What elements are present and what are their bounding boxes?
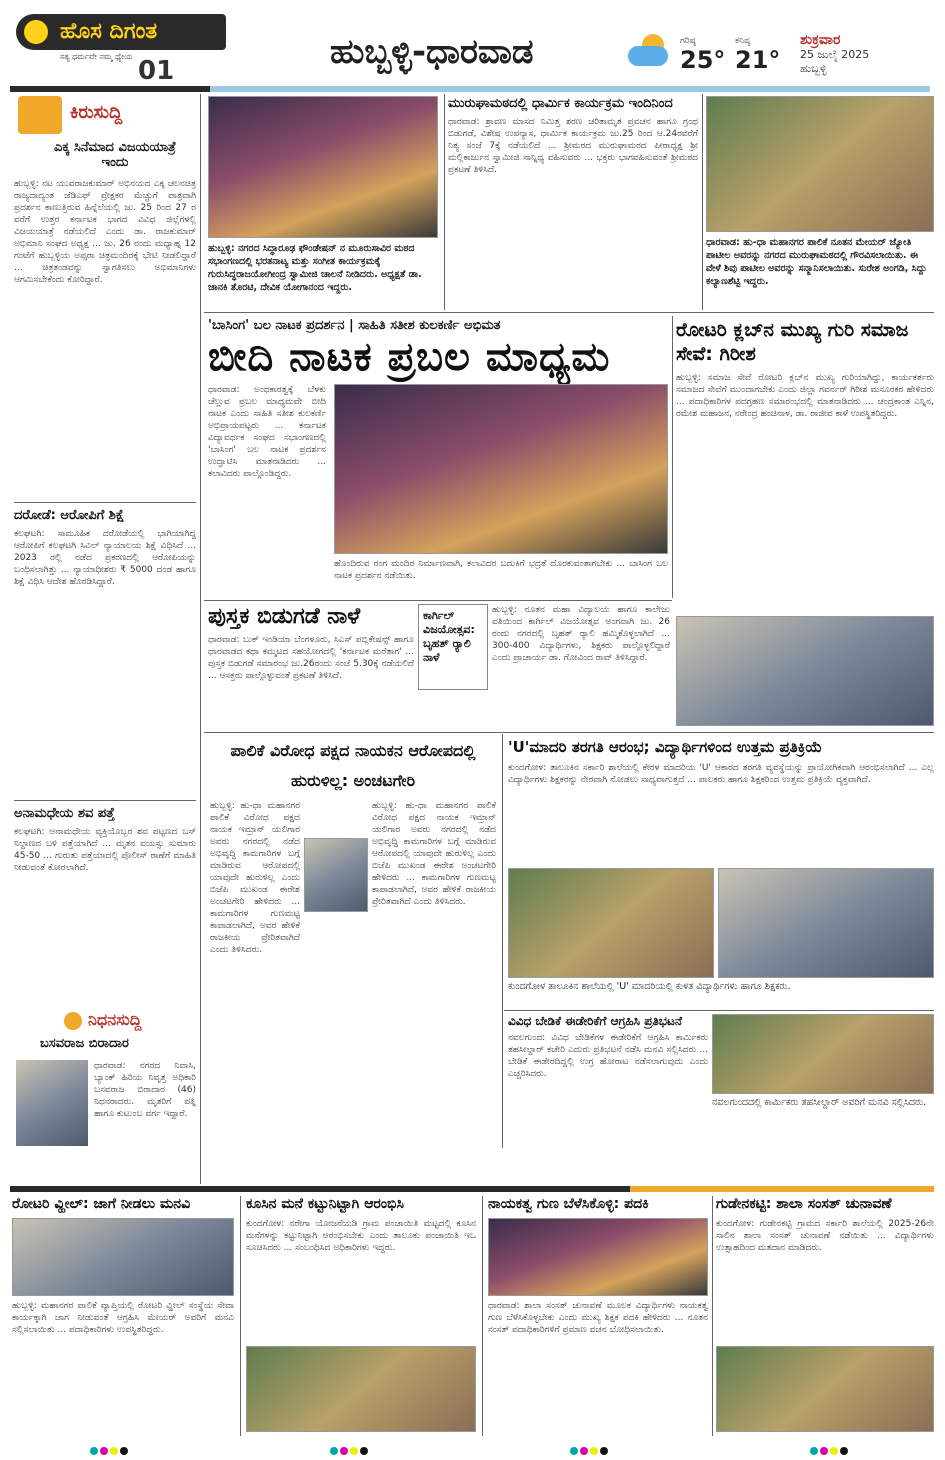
bottom-col1-title: ರೋಟರಿ ವ್ಹೀಲ್: ಜಾಗೆ ನೀಡಲು ಮನವಿ	[12, 1196, 191, 1212]
bottom-col4-body: ಕುಂದಗೋಳ: ಗುಡೇನಕಟ್ಟಿ ಗ್ರಾಮದ ಸರ್ಕಾರಿ ಶಾಲೆಯಲ್ಲಿ 2025-26ನೇ ಸಾಲಿನ ಶಾಲಾ ಸಂಸತ್ ಚುನಾವಣೆ ನಡೆಯಿತು ... ವಿದ್ಯಾರ್ಥಿಗಳು ಉತ್ಸಾಹದಿಂದ ಮತದಾನ ಮಾಡಿದರು.	[716, 1219, 934, 1253]
anchatageri-photo	[304, 838, 368, 912]
murughamath-title: ಮುರುಘಾಮಠದಲ್ಲಿ ಧಾರ್ಮಿಕ ಕಾರ್ಯಕ್ರಮ ಇಂದಿನಿಂದ	[448, 96, 673, 111]
obituary-name: ಬಸವರಾಜ ಬಿರಾದಾರ	[40, 1036, 129, 1051]
edition: ಹುಬ್ಬಳ್ಳಿ	[800, 62, 827, 75]
hand-icon	[18, 96, 62, 134]
drama-ribbon: 'ಬಾಸಿಂಗ' ಬಲ ನಾಟಕ ಪ್ರದರ್ಶನ | ಸಾಹಿತಿ ಸತೀಶ ಕುಲಕರ್ಣಿ ಅಭಿಮತ	[208, 318, 501, 333]
print-registration-marks	[330, 1440, 370, 1459]
print-registration-marks	[90, 1440, 130, 1459]
book-title: ಪುಸ್ತಕ ಬಿಡುಗಡೆ ನಾಳೆ	[208, 604, 361, 629]
date-box	[800, 32, 935, 76]
lamp-icon	[64, 1012, 82, 1030]
bottom-col3-body: ಧಾರವಾಡ: ಶಾಲಾ ಸಂಸತ್ ಚುನಾವಣೆ ಮೂಲಕ ವಿದ್ಯಾರ್ಥಿಗಳು ನಾಯಕತ್ವ ಗುಣ ಬೆಳೆಸಿಕೊಳ್ಳಬೇಕು ಎಂದು ಮುಖ್ಯ ಶಿಕ್ಷಕ ಪದಕಿ ಹೇಳಿದರು ... ನೂತನ ಸಂಸತ್ ಪದಾಧಿಕಾರಿಗಳಿಗೆ ಪ್ರಮಾಣ ವಚನ ಬೋಧಿಸಲಾಯಿತು.	[488, 1301, 708, 1335]
demands-body: ನವಲಗುಂದ: ವಿವಿಧ ಬೇಡಿಕೆಗಳ ಈಡೇರಿಕೆಗೆ ಆಗ್ರಹಿಸಿ ಕಾರ್ಮಿಕರು ತಹಸೀಲ್ದಾರ್ ಕಚೇರಿ ಎದುರು ಪ್ರತಿಭಟನೆ ನಡೆಸಿ ಮನವಿ ಸಲ್ಲಿಸಿದರು ... ಬೇಡಿಕೆ ಈಡೇರದಿದ್ದಲ್ಲಿ ಉಗ್ರ ಹೋರಾಟ ನಡೆಸಲಾಗುವುದು ಎಂದು ಎಚ್ಚರಿಸಿದರು.	[508, 1033, 708, 1079]
page-number: 01	[138, 56, 175, 86]
story-ekka-body: ಹುಬ್ಬಳ್ಳಿ: ನಟ ಯುವರಾಜಕುಮಾರ್ ಅಭಿನಯದ ಎಕ್ಕ ಚಲನಚಿತ್ರ ರಾಜ್ಯದಾದ್ಯಂತ ಜೆಡಿಎಫ್ ಪ್ರೇಕ್ಷಕರ ಮೆಚ್ಚುಗೆ ಪಾತ್ರವಾಗಿ ಪ್ರದರ್ಶನ ಕಾಣುತ್ತಿರುವ ಹಿನ್ನೆಲೆಯಲ್ಲಿ ಜು. 25 ರಿಂದ 27 ರ ವರೆಗೆ ಉತ್ತರ ಕರ್ನಾಟಕ ಭಾಗದ ವಿವಿಧ ಜಿಲ್ಲೆಗಳಲ್ಲಿ ವಿಜಯಯಾತ್ರೆ ನಡೆಯಲಿದೆ ಎಂದು ಡಾ. ರಾಜಕುಮಾರ್ ಅಭಿಮಾನಿ ಸಂಘದ ಅಧ್ಯಕ್ಷ ... ಜು. 26 ರಂದು ಮಧ್ಯಾಹ್ನ 12 ಗಂಟೆಗೆ ಹುಬ್ಬಳ್ಳಿಯ ಅಪ್ಸರಾ ಚಿತ್ರಮಂದಿರಕ್ಕೆ ಭೇಟಿ ನೀಡಲಿದ್ದಾರೆ ... ಚಿತ್ರತಂಡವನ್ನು ಸ್ವಾಗತಿಸಲು ಅಭಿಮಾನಿಗಳು ಆಗಮಿಸಬೇಕೆಂದು ಕೋರಿದ್ದಾರೆ.	[14, 179, 196, 285]
kargil-body: ಹುಬ್ಬಳ್ಳಿ: ನೂತನ ಮಹಾ ವಿದ್ಯಾಲಯ ಹಾಗೂ ಕಾಲೇಜು ವತಿಯಿಂದ ಕಾರ್ಗಿಲ್ ವಿಜಯೋತ್ಸವ ಅಂಗವಾಗಿ ಜು. 26 ರಂದು ನಗರದಲ್ಲಿ ಬೃಹತ್ ರ‍್ಯಾಲಿ ಹಮ್ಮಿಕೊಳ್ಳಲಾಗಿದೆ ... 300-400 ವಿದ್ಯಾರ್ಥಿಗಳು, ಶಿಕ್ಷಕರು ಪಾಲ್ಗೊಳ್ಳಲಿದ್ದಾರೆ ಎಂದು ಪ್ರಾಚಾರ್ಯ ಡಾ. ಗೋವಿಂದ ರಾವ್ ತಿಳಿಸಿದ್ದಾರೆ.	[492, 605, 670, 663]
rotary-photo	[676, 616, 934, 726]
drama-body-1: ಧಾರವಾಡ: ಅಂಧಕಾರತ್ವಕ್ಕೆ ಬೆಳಕು ಚೆಲ್ಲುವ ಪ್ರಬಲ ಮಾಧ್ಯಮವೇ ಬೀದಿ ನಾಟಕ ಎಂದು ಸಾಹಿತಿ ಸತೀಶ ಕುಲಕರ್ಣಿ ಅಭಿಪ್ರಾಯಪಟ್ಟರು ... ಕರ್ನಾಟಕ ವಿದ್ಯಾವರ್ಧಕ ಸಂಘದ ಸಭಾಂಗಣದಲ್ಲಿ 'ಬಾಸಿಂಗ' ಬಲ ನಾಟಕ ಪ್ರದರ್ಶನ ಉದ್ಘಾಟಿಸಿ ಮಾತನಾಡಿದರು ... ಕಲಾವಿದರು ಪಾಲ್ಗೊಂಡಿದ್ದರು.	[208, 385, 326, 479]
event-photo-1	[208, 96, 438, 238]
story-body-found-title: ಅನಾಮಧೇಯ ಶವ ಪತ್ತೆ	[14, 806, 115, 821]
edition-city: ಹುಬ್ಬಳ್ಳಿ-ಧಾರವಾಡ	[330, 32, 534, 72]
obituary-body: ಧಾರವಾಡ: ನಗರದ ನಿವಾಸಿ, ಬ್ಯಾಂಕ್ ಹಿರಿಯ ನಿವೃತ್ತ ಅಧಿಕಾರಿ ಬಸವರಾಜ ಬಿರಾದಾರ (46) ನಿಧನರಾದರು. ಮೃತರಿಗೆ ಪತ್ನಿ ಹಾಗೂ ಕುಟುಂಬ ವರ್ಗ ಇದ್ದಾರೆ.	[94, 1061, 196, 1119]
anchatageri-body-2: ಹುಬ್ಬಳ್ಳಿ: ಹು-ಧಾ ಮಹಾನಗರ ಪಾಲಿಕೆ ವಿರೋಧ ಪಕ್ಷದ ನಾಯಕ ಇಮ್ರಾನ್ ಯಲಿಗಾರ ಅವರು ನಗರದಲ್ಲಿ ನಡೆದ ಅಭಿವೃದ್ಧಿ ಕಾಮಗಾರಿಗಳ ಬಗ್ಗೆ ಮಾಡಿರುವ ಆರೋಪದಲ್ಲಿ ಯಾವುದೇ ಹುರುಳಿಲ್ಲ ಎಂದು ಬಿಜೆಪಿ ಮುಖಂಡ ಈರೇಶ ಅಂಚಟಗೇರಿ ಹೇಳಿದರು ... ಕಾಮಗಾರಿಗಳ ಗುಣಮಟ್ಟ ಕಾಪಾಡಲಾಗಿದೆ, ಅವರ ಹೇಳಿಕೆ ರಾಜಕೀಯ ಪ್ರೇರಿತವಾಗಿದೆ ಎಂದು ತಿಳಿಸಿದರು.	[372, 801, 496, 907]
masthead-logo	[10, 8, 230, 86]
min-temp: ಕನಿಷ್ಠ 21°	[735, 36, 781, 74]
bottom-col3-title: ನಾಯಕತ್ವ ಗುಣ ಬೆಳೆಸಿಕೊಳ್ಳಿ: ಪದಕಿ	[488, 1196, 649, 1212]
drama-title: ಬೀದಿ ನಾಟಕ ಪ್ರಬಲ ಮಾಧ್ಯಮ	[208, 334, 611, 380]
date: 25 ಜುಲೈ 2025	[800, 48, 870, 61]
u-class-body: ಕುಂದಗೋಳ: ತಾಲೂಕಿನ ಸರ್ಕಾರಿ ಶಾಲೆಯಲ್ಲಿ ಕೇರಳ ಮಾದರಿಯ 'U' ಆಕಾರದ ತರಗತಿ ವ್ಯವಸ್ಥೆಯನ್ನು ಪ್ರಾಯೋಗಿಕವಾಗಿ ಆರಂಭಿಸಲಾಗಿದೆ ... ಎಲ್ಲ ವಿದ್ಯಾರ್ಥಿಗಳು ಶಿಕ್ಷಕರನ್ನು ನೇರವಾಗಿ ನೋಡಲು ಸಾಧ್ಯವಾಗುತ್ತದೆ ... ಪಾಲಕರು ಹಾಗೂ ಶಿಕ್ಷಕರಿಂದ ಉತ್ತಮ ಪ್ರತಿಕ್ರಿಯೆ ವ್ಯಕ್ತವಾಗಿದೆ.	[508, 763, 934, 785]
print-registration-marks	[810, 1440, 850, 1459]
drama-photo-caption: ಹೊಂದಿರುವ ರಂಗ ಮಂದಿರ ನಿರ್ಮಾಣವಾಗಿ, ಕಲಾವಿದರ ಬದುಕಿಗೆ ಭದ್ರತೆ ದೊರಕುವಂತಾಗಬೇಕು ... ಬಾಸಿಂಗ ಬಲ ನಾಟಕ ಪ್ರದರ್ಶನ ನಡೆಯಿತು.	[334, 559, 668, 581]
anchatageri-body-1: ಹುಬ್ಬಳ್ಳಿ: ಹು-ಧಾ ಮಹಾನಗರ ಪಾಲಿಕೆ ವಿರೋಧ ಪಕ್ಷದ ನಾಯಕ ಇಮ್ರಾನ್ ಯಲಿಗಾರ ಅವರು ನಗರದಲ್ಲಿ ನಡೆದ ಅಭಿವೃದ್ಧಿ ಕಾಮಗಾರಿಗಳ ಬಗ್ಗೆ ಮಾಡಿರುವ ಆರೋಪದಲ್ಲಿ ಯಾವುದೇ ಹುರುಳಿಲ್ಲ ಎಂದು ಬಿಜೆಪಿ ಮುಖಂಡ ಈರೇಶ ಅಂಚಟಗೇರಿ ಹೇಳಿದರು ... ಕಾಮಗಾರಿಗಳ ಗುಣಮಟ್ಟ ಕಾಪಾಡಲಾಗಿದೆ, ಅವರ ಹೇಳಿಕೆ ರಾಜಕೀಯ ಪ್ರೇರಿತವಾಗಿದೆ ಎಂದು ತಿಳಿಸಿದರು.	[210, 801, 300, 955]
bottom-col1-photo	[12, 1218, 234, 1296]
anchatageri-title: ಪಾಲಿಕೆ ವಿರೋಧ ಪಕ್ಷದ ನಾಯಕನ ಆರೋಪದಲ್ಲಿ ಹುರುಳಿಲ್ಲ: ಅಂಚಟಗೇರಿ	[230, 741, 476, 790]
demands-photo	[712, 1014, 934, 1094]
story-body-found-body: ಕಲಘಟಗಿ: ಅನಾಮಧೇಯ ವ್ಯಕ್ತಿಯೊಬ್ಬರ ಶವ ಪಟ್ಟಣದ ಬಸ್ ನಿಲ್ದಾಣದ ಬಳಿ ಪತ್ತೆಯಾಗಿದೆ ... ಮೃತನ ವಯಸ್ಸು ಸುಮಾರು 45-50 ... ಗುರುತು ಪತ್ತೆಯಾದಲ್ಲಿ ಪೊಲೀಸ್ ಠಾಣೆಗೆ ಮಾಹಿತಿ ನೀಡುವಂತೆ ಕೋರಲಾಗಿದೆ.	[14, 827, 196, 873]
bottom-col4-photo	[716, 1346, 934, 1432]
masthead-rule	[10, 86, 930, 92]
event-photo-1-caption: ಹುಬ್ಬಳ್ಳಿ: ನಗರದ ಸಿದ್ಧಾರೂಢ ಫೌಂಡೇಷನ್‌ ನ ಮೂರುಸಾವಿರ ಮಠದ ಸಭಾಂಗಣದಲ್ಲಿ ಭರತನಾಟ್ಯ ಮತ್ತು ಸಂಗೀತ ಕಾರ್ಯಕ್ರಮಕ್ಕೆ ಗುರುಸಿದ್ಧರಾಜಯೋಗೀಂದ್ರ ಸ್ವಾಮೀಜಿ ಚಾಲನೆ ನೀಡಿದರು. ಅಧ್ಯಕ್ಷತೆ ಡಾ. ಜಾನಕಿ ತೊರಟಿ, ದೇವಿಕ ಯೋಗಾನಂದ ಇದ್ದರು.	[208, 243, 422, 293]
max-temp: ಗರಿಷ್ಠ 25°	[680, 36, 726, 74]
u-class-photo-2	[718, 868, 934, 978]
murughamath-body: ಧಾರವಾಡ: ಶ್ರಾವಣ ಮಾಸದ ನಿಮಿತ್ತ ಶರಣ ಚರಿತಾಮೃತ ಪ್ರವಚನ ಹಾಗೂ ಗ್ರಂಥ ಬಿಡುಗಡೆ, ವಿಶೇಷ ಉಪನ್ಯಾಸ, ಧಾರ್ಮಿಕ ಕಾರ್ಯಕ್ರಮ ಜು.25 ರಿಂದ ಆ.24ರವರೆಗೆ ನಿತ್ಯ ಸಂಜೆ 7ಕ್ಕೆ ನಡೆಯಲಿದೆ ... ಶ್ರೀಮಠದ ಮುರುಘಾಮಠದ ಪೀಠಾಧ್ಯಕ್ಷ ಶ್ರೀ ಮಲ್ಲಿಕಾರ್ಜುನ ಸ್ವಾಮೀಜಿ ಸಾನ್ನಿಧ್ಯ ವಹಿಸುವರು ... ಭಕ್ತರು ಭಾಗವಹಿಸುವಂತೆ ಶ್ರೀಮಠದ ಪ್ರಕಟಣೆ ತಿಳಿಸಿದೆ.	[448, 117, 698, 175]
day: ಶುಕ್ರವಾರ	[800, 32, 841, 48]
bottom-col2-title: ಕೂಸಿನ ಮನೆ ಕಟ್ಟುನಿಟ್ಟಾಗಿ ಆರಂಭಿಸಿ	[246, 1196, 404, 1212]
bottom-col4-title: ಗುಡೇನಕಟ್ಟಿ: ಶಾಲಾ ಸಂಸತ್ ಚುನಾವಣೆ	[716, 1196, 892, 1212]
drama-photo	[334, 384, 668, 554]
logo-tagline: ಸತ್ಯ ಧರ್ಮವೇ ನಮ್ಮ ಧ್ಯೇಯ	[60, 52, 133, 61]
logo-emblem-icon	[24, 20, 48, 44]
nidhana-header: ನಿಧನಸುದ್ದಿ	[14, 1008, 196, 1036]
demands-caption: ನವಲಗುಂದದಲ್ಲಿ ಕಾರ್ಮಿಕರು ತಹಸೀಲ್ದಾರ್ ಅವರಿಗೆ ಮನವಿ ಸಲ್ಲಿಸಿದರು.	[712, 1097, 927, 1108]
story-ekka-title: ಎಕ್ಕ ಸಿನೆಮಾದ ವಿಜಯಯಾತ್ರೆ ಇಂದು	[54, 140, 176, 170]
obituary-photo	[16, 1060, 88, 1146]
bottom-col2-body: ಕುಂದಗೋಳ: ನರೇಗಾ ಯೋಜನೆಯಡಿ ಗ್ರಾಮ ಪಂಚಾಯಿತಿ ಮಟ್ಟದಲ್ಲಿ ಕೂಸಿನ ಮನೆಗಳನ್ನು ಕಟ್ಟುನಿಟ್ಟಾಗಿ ಆರಂಭಿಸಬೇಕು ಎಂದು ತಾಲೂಕು ಪಂಚಾಯಿತಿ ಇಒ ಸೂಚಿಸಿದರು ... ಸಂಬಂಧಿಸಿದ ಅಧಿಕಾರಿಗಳು ಇದ್ದರು.	[246, 1219, 476, 1253]
demands-title: ವಿವಿಧ ಬೇಡಿಕೆ ಈಡೇರಿಕೆಗೆ ಆಗ್ರಹಿಸಿ ಪ್ರತಿಭಟನೆ	[508, 1014, 682, 1028]
story-robbery-title: ದರೋಡೆ: ಆರೋಪಿಗೆ ಶಿಕ್ಷೆ	[14, 508, 125, 523]
rotary-title: ರೋಟರಿ ಕ್ಲಬ್‌ನ ಮುಖ್ಯ ಗುರಿ ಸಮಾಜ ಸೇವೆ: ಗಿರೀಶ	[676, 319, 909, 365]
kargil-title: ಕಾರ್ಗಿಲ್ ವಿಜಯೋತ್ಸವ: ಬೃಹತ್ ರ‍್ಯಾಲಿ ನಾಳೆ	[418, 604, 488, 690]
rotary-body: ಹುಬ್ಬಳ್ಳಿ: ಸಮಾಜ ಸೇವೆ ರೋಟರಿ ಕ್ಲಬ್‌ನ ಮುಖ್ಯ ಗುರಿಯಾಗಿದ್ದು, ಕಾರ್ಯಕರ್ತರು ಸಮಾಜದ ಸೇವೆಗೆ ಮುಂದಾಗಬೇಕು ಎಂದು ಜಿಲ್ಲಾ ಗವರ್ನರ್ ಗಿರೀಶ ಮಸೂರಕರ ಹೇಳಿದರು ... ಪದಾಧಿಕಾರಿಗಳ ಪದಗ್ರಹಣ ಸಮಾರಂಭದಲ್ಲಿ ಮಾತನಾಡಿದರು ... ಚಂದ್ರಕಾಂತ ಎನ್ನಿನ, ರಮೇಶ ಮಹಾಜನ, ನರೇಂದ್ರ ಹಂಚಿನಾಳ, ಡಾ. ರಾಜೀವ ಕಾಳೆ ಉಪಸ್ಥಿತರಿದ್ದರು.	[676, 373, 934, 419]
book-body: ಧಾರವಾಡ: ಬುಕ್ ಇಂಡಿಯಾ ಬೆಂಗಳೂರು, ಸಿಎಸ್ ಪಬ್ಲಿಕೇಷನ್ಸ್ ಹಾಗೂ ಧಾರವಾಡದ ಕಥಾ ಕಮ್ಮಟದ ಸಹಯೋಗದಲ್ಲಿ 'ಕರ್ನಾಟಕ ಮರೆತಾಗ' ... ಪುಸ್ತಕ ಬಿಡುಗಡೆ ಸಮಾರಂಭ ಜು.26ರಂದು ಸಂಜೆ 5.30ಕ್ಕೆ ನಡೆಯಲಿದೆ ... ಆಸಕ್ತರು ಪಾಲ್ಗೊಳ್ಳುವಂತೆ ಪ್ರಕಟಣೆ ತಿಳಿಸಿದೆ.	[208, 635, 414, 681]
story-robbery-body: ಕಲಘಟಗಿ: ಸಾಮೂಹಿಕ ದರೋಡೆಯಲ್ಲಿ ಭಾಗಿಯಾಗಿದ್ದ ಆರೋಪಿಗೆ ಕಲಘಟಗಿ ಸಿವಿಲ್ ನ್ಯಾಯಾಲಯ ಶಿಕ್ಷೆ ವಿಧಿಸಿದೆ ... 2023 ರಲ್ಲಿ ನಡೆದ ಪ್ರಕರಣದಲ್ಲಿ ಆರೋಪಿಯನ್ನು ಬಂಧಿಸಲಾಗಿತ್ತು ... ನ್ಯಾಯಾಧೀಶರು ₹ 5000 ದಂಡ ಹಾಗೂ ಶಿಕ್ಷೆ ವಿಧಿಸಿ ಆದೇಶ ಹೊರಡಿಸಿದ್ದಾರೆ.	[14, 529, 196, 587]
logo-text: ಹೊಸ ದಿಗಂತ	[60, 19, 158, 44]
bottom-col2-photo	[246, 1346, 476, 1432]
u-class-title: 'U'ಮಾದರಿ ತರಗತಿ ಆರಂಭ; ವಿದ್ಯಾರ್ಥಿಗಳಿಂದ ಉತ್ತಮ ಪ್ರತಿಕ್ರಿಯೆ	[508, 738, 823, 756]
print-registration-marks	[570, 1440, 610, 1459]
mayor-photo	[706, 96, 934, 232]
mayor-photo-caption: ಧಾರವಾಡ: ಹು-ಧಾ ಮಹಾನಗರ ಪಾಲಿಕೆ ನೂತನ ಮೇಯರ್ ಜ್ಯೋತಿ ಪಾಟೀಲ ಅವರನ್ನು ನಗರದ ಮುರುಘಾಮಠದಲ್ಲಿ ಗೌರವಿಸಲಾಯಿತು. ಈ ವೇಳೆ ಶಿವು ಪಾಟೀಲ ಅವರನ್ನು ಸನ್ಮಾನಿಸಲಾಯಿತು. ಸುರೇಶ ಅಂಗಡಿ, ಸಿದ್ದು ಕಲ್ಯಾಣಶೆಟ್ಟಿ ಇದ್ದರು.	[706, 237, 927, 287]
weather-icon	[628, 34, 670, 68]
bottom-col1-body: ಹುಬ್ಬಳ್ಳಿ: ಮಹಾನಗರ ಪಾಲಿಕೆ ವ್ಯಾಪ್ತಿಯಲ್ಲಿ ರೋಟರಿ ವ್ಹೀಲ್ ಸಂಸ್ಥೆಯ ಸೇವಾ ಕಾರ್ಯಕ್ಕಾಗಿ ಜಾಗ ನೀಡುವಂತೆ ಆಗ್ರಹಿಸಿ ಮೇಯರ್ ಅವರಿಗೆ ಮನವಿ ಸಲ್ಲಿಸಲಾಯಿತು ... ಪದಾಧಿಕಾರಿಗಳು ಉಪಸ್ಥಿತರಿದ್ದರು.	[12, 1301, 234, 1335]
bottom-col3-photo	[488, 1218, 708, 1296]
u-class-caption: ಕುಂದಗೋಳ ತಾಲೂಕಿನ ಶಾಲೆಯಲ್ಲಿ 'U' ಮಾದರಿಯಲ್ಲಿ ಕುಳಿತ ವಿದ್ಯಾರ್ಥಿಗಳು ಹಾಗೂ ಶಿಕ್ಷಕರು.	[508, 981, 791, 992]
bottom-rule	[10, 1186, 934, 1192]
kiru-suddi-header: ಕಿರುಸುದ್ದಿ	[18, 96, 196, 132]
u-class-photo-1	[508, 868, 714, 978]
